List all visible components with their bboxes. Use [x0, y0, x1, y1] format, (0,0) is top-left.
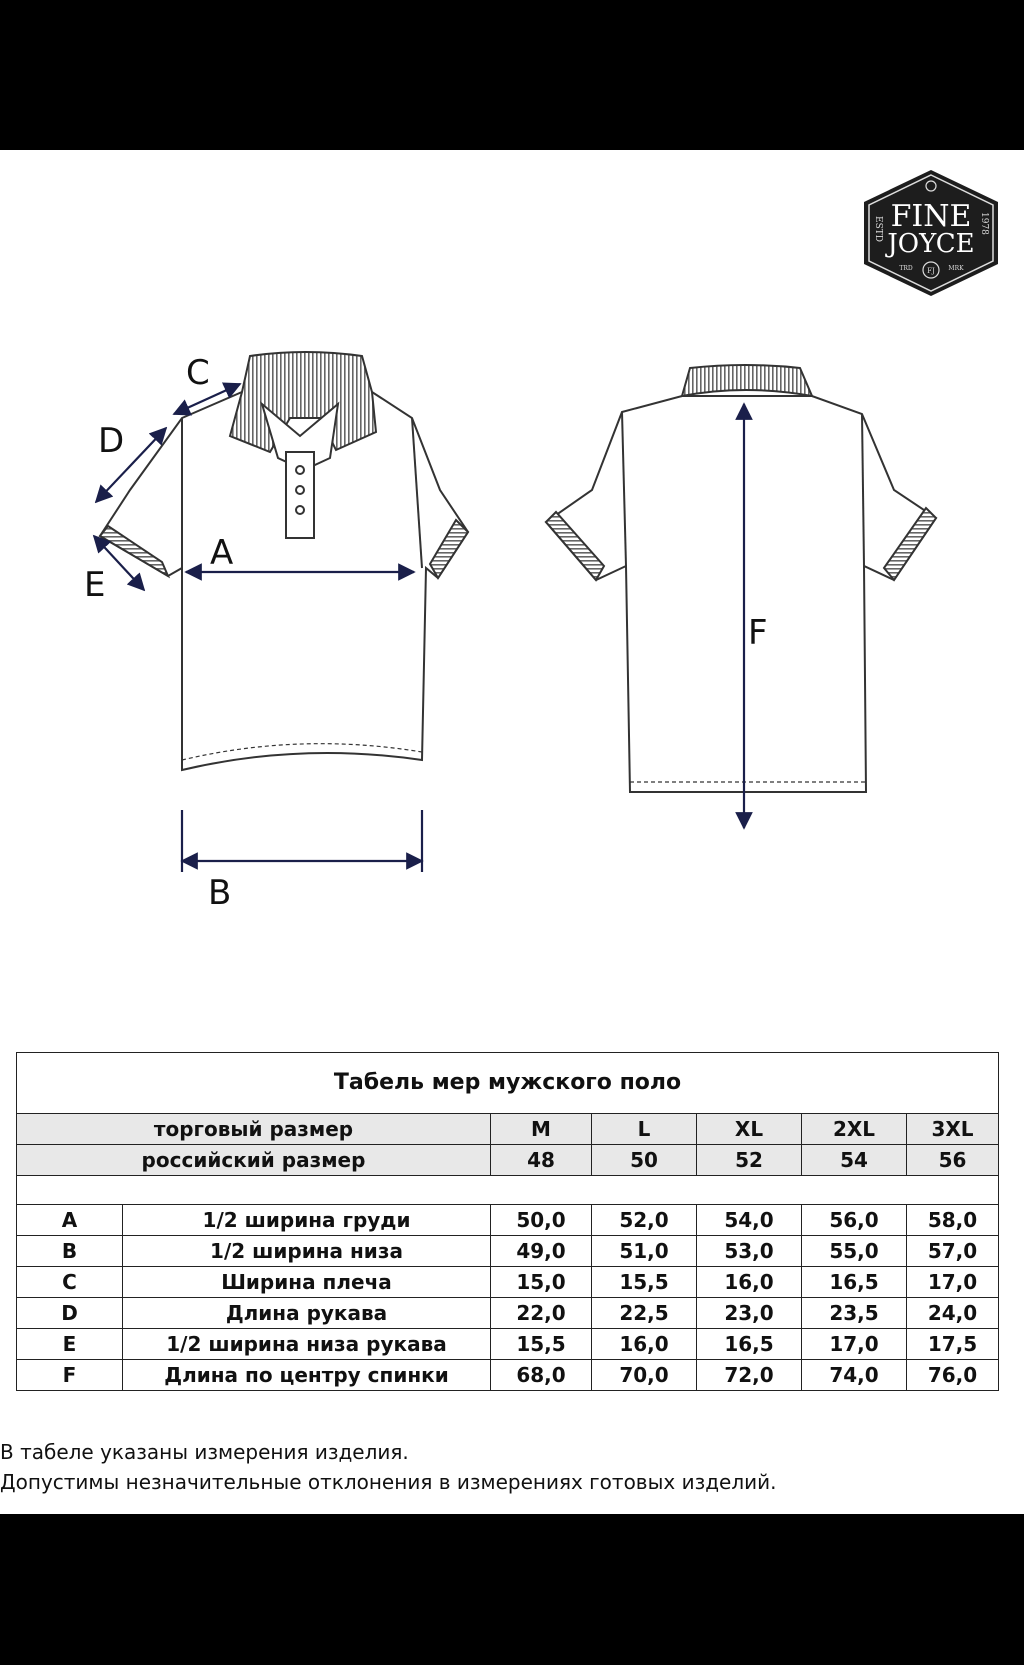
label-d: D — [98, 421, 125, 461]
label-e: E — [84, 565, 106, 605]
logo-right-text: 1978 — [979, 212, 989, 235]
measurement-value: 50,0 — [491, 1205, 592, 1236]
measurement-value: 16,5 — [697, 1329, 802, 1360]
measurement-code: A — [17, 1205, 123, 1236]
measurement-value: 24,0 — [907, 1298, 999, 1329]
logo-monogram: FJ — [927, 267, 935, 275]
measurement-code: C — [17, 1267, 123, 1298]
trade-size-cell: 3XL — [907, 1114, 999, 1145]
measurement-row — [17, 1360, 999, 1391]
polo-back-drawing — [546, 365, 936, 792]
measurement-code: F — [17, 1360, 123, 1391]
measurement-name: 1/2 ширина низа рукава — [123, 1329, 491, 1360]
measurement-name: Ширина плеча — [123, 1267, 491, 1298]
measurement-value: 15,5 — [592, 1267, 697, 1298]
measurement-value: 15,5 — [491, 1329, 592, 1360]
logo-line1: FINE — [890, 199, 972, 234]
note-line-1: В табеле указаны измерения изделия. — [0, 1440, 409, 1464]
trade-size-row — [17, 1114, 999, 1145]
russian-size-cell: 52 — [697, 1145, 802, 1176]
measurement-row — [17, 1329, 999, 1360]
measurement-value: 17,0 — [802, 1329, 907, 1360]
trade-size-cell: M — [491, 1114, 592, 1145]
measurement-value: 55,0 — [802, 1236, 907, 1267]
label-a: A — [210, 533, 234, 573]
measurement-value: 15,0 — [491, 1267, 592, 1298]
bottom-black-bar — [0, 1514, 1024, 1665]
measurement-value: 74,0 — [802, 1360, 907, 1391]
top-black-bar — [0, 0, 1024, 150]
measurement-value: 22,5 — [592, 1298, 697, 1329]
measurement-name: 1/2 ширина груди — [123, 1205, 491, 1236]
measurement-value: 51,0 — [592, 1236, 697, 1267]
label-f: F — [748, 613, 768, 653]
russian-size-cell: 56 — [907, 1145, 999, 1176]
measurement-value: 58,0 — [907, 1205, 999, 1236]
russian-size-cell: 54 — [802, 1145, 907, 1176]
table-title: Табель мер мужского поло — [17, 1053, 999, 1114]
measurement-row — [17, 1236, 999, 1267]
measurement-value: 76,0 — [907, 1360, 999, 1391]
measurement-value: 23,0 — [697, 1298, 802, 1329]
note-line-2: Допустимы незначительные отклонения в измерениях готовых изделий. — [0, 1470, 777, 1494]
measurement-row — [17, 1205, 999, 1236]
measurement-code: B — [17, 1236, 123, 1267]
measurement-value: 68,0 — [491, 1360, 592, 1391]
logo-bottom-right: MRK — [948, 265, 964, 272]
russian-size-row — [17, 1145, 999, 1176]
russian-size-cell: 50 — [592, 1145, 697, 1176]
measurement-value: 53,0 — [697, 1236, 802, 1267]
logo-line2: JOYCE — [887, 229, 975, 259]
fine-joyce-logo — [858, 168, 1004, 298]
russian-size-cell: 48 — [491, 1145, 592, 1176]
spacer-row — [17, 1176, 999, 1205]
measurement-value: 54,0 — [697, 1205, 802, 1236]
measurement-value: 52,0 — [592, 1205, 697, 1236]
polo-front-drawing — [100, 352, 468, 770]
measurement-name: 1/2 ширина низа — [123, 1236, 491, 1267]
trade-size-cell: XL — [697, 1114, 802, 1145]
trade-size-label: торговый размер — [17, 1114, 491, 1145]
label-b: B — [208, 873, 232, 913]
russian-size-label: российский размер — [17, 1145, 491, 1176]
trade-size-cell: 2XL — [802, 1114, 907, 1145]
measurement-value: 23,5 — [802, 1298, 907, 1329]
measurement-value: 16,5 — [802, 1267, 907, 1298]
label-c: C — [186, 353, 210, 393]
measurement-value: 56,0 — [802, 1205, 907, 1236]
polo-measurement-diagram — [0, 340, 1024, 940]
measurement-value: 49,0 — [491, 1236, 592, 1267]
measurement-value: 16,0 — [592, 1329, 697, 1360]
measurement-value: 57,0 — [907, 1236, 999, 1267]
measurement-row — [17, 1267, 999, 1298]
measurement-value: 70,0 — [592, 1360, 697, 1391]
measurement-value: 17,0 — [907, 1267, 999, 1298]
logo-left-text: ESTD — [873, 216, 883, 242]
logo-bottom-left: TRD — [899, 265, 913, 272]
size-table — [16, 1052, 999, 1391]
measurement-value: 17,5 — [907, 1329, 999, 1360]
measurement-value: 72,0 — [697, 1360, 802, 1391]
trade-size-cell: L — [592, 1114, 697, 1145]
measurement-row — [17, 1298, 999, 1329]
measurement-code: D — [17, 1298, 123, 1329]
measurement-code: E — [17, 1329, 123, 1360]
measurement-name: Длина рукава — [123, 1298, 491, 1329]
measurement-value: 22,0 — [491, 1298, 592, 1329]
notes — [0, 1437, 1010, 1497]
spacer-cell — [17, 1176, 999, 1205]
measurement-name: Длина по центру спинки — [123, 1360, 491, 1391]
measurement-value: 16,0 — [697, 1267, 802, 1298]
